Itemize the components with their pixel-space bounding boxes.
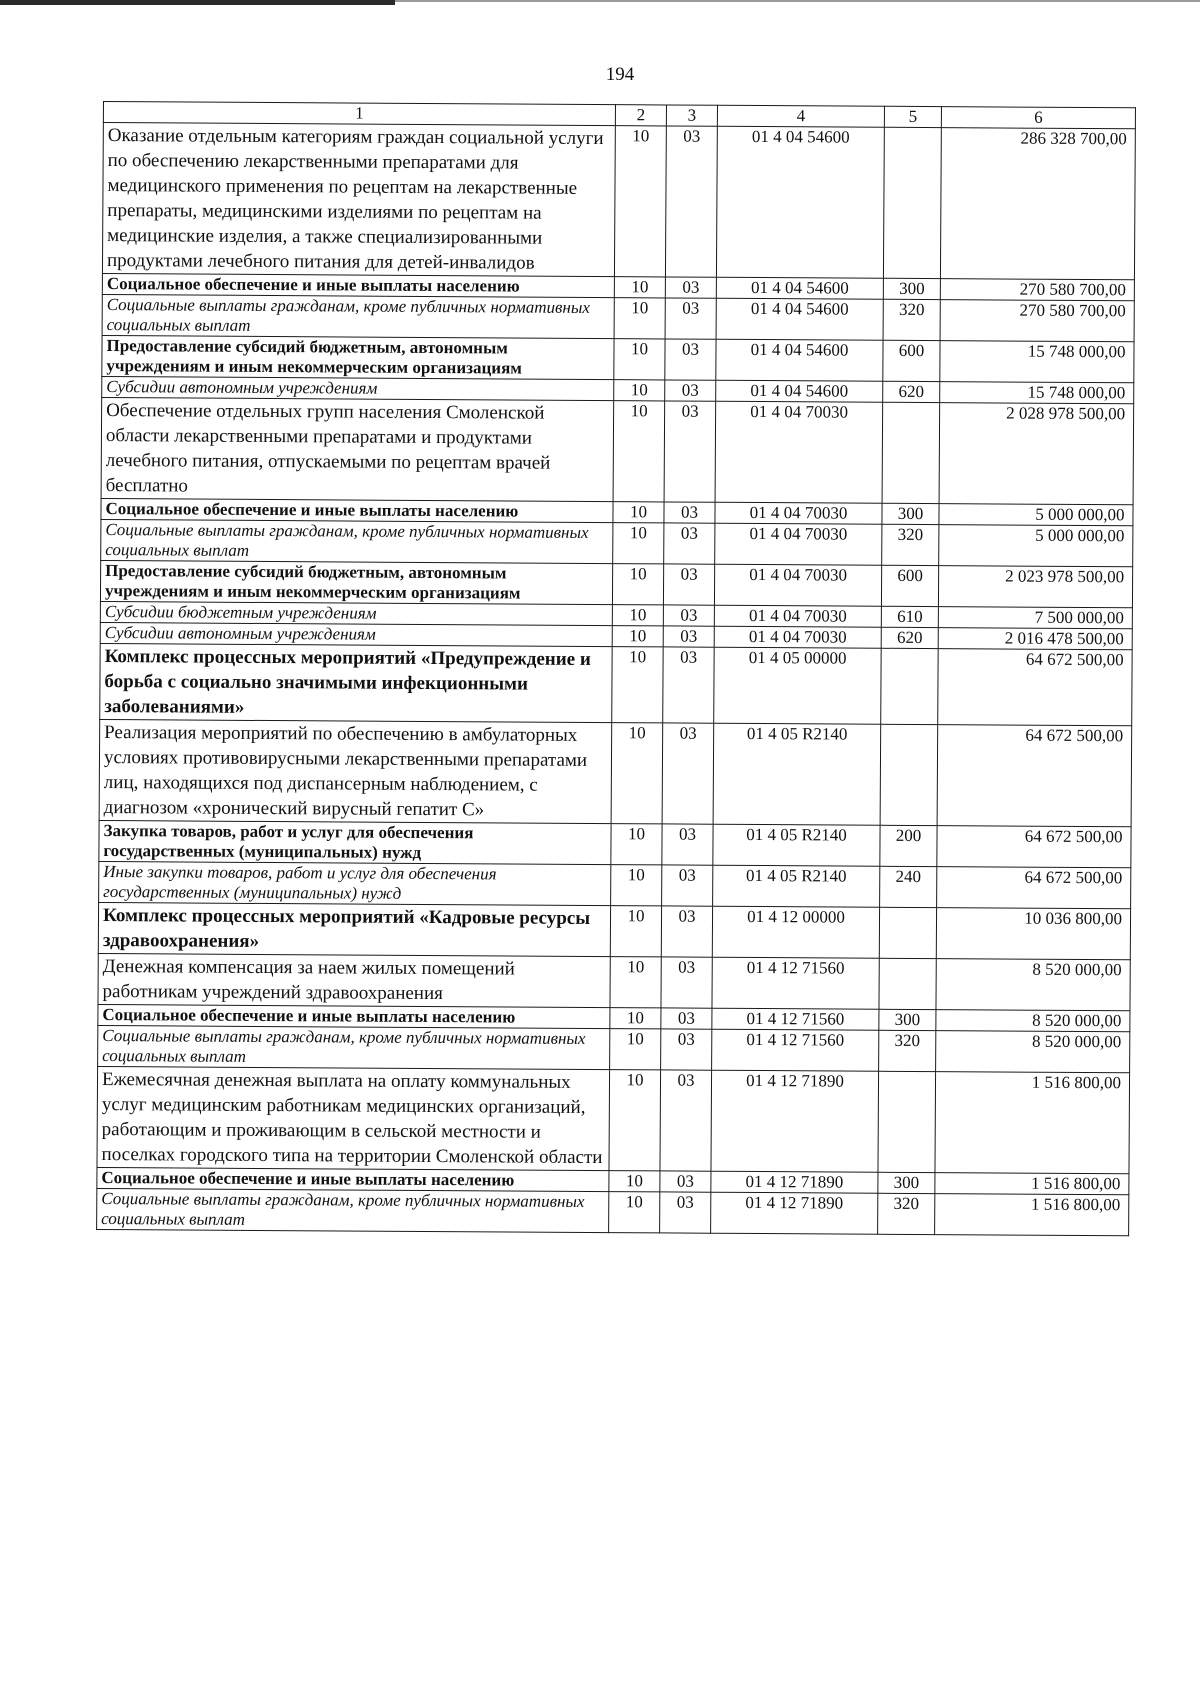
row-amount: 8 520 000,00 bbox=[936, 959, 1130, 1011]
row-amount: 1 516 800,00 bbox=[935, 1194, 1129, 1236]
row-subsection-code: 03 bbox=[661, 1029, 712, 1070]
table-row bbox=[98, 953, 1130, 1010]
column-header: 2 bbox=[615, 105, 666, 126]
row-expense-type-code: 320 bbox=[878, 1193, 935, 1234]
row-subsection-code: 03 bbox=[662, 824, 713, 865]
table-row bbox=[101, 397, 1134, 504]
row-section-code: 10 bbox=[614, 339, 665, 380]
row-target-article-code: 01 4 12 71890 bbox=[711, 1070, 879, 1172]
row-expense-type-code: 300 bbox=[879, 1009, 936, 1030]
row-amount: 7 500 000,00 bbox=[938, 607, 1132, 629]
row-amount: 64 672 500,00 bbox=[937, 867, 1131, 909]
table-row bbox=[99, 719, 1132, 826]
row-name: Социальные выплаты гражданам, кроме публичных нормативных социальных выплат bbox=[102, 294, 614, 338]
budget-table bbox=[96, 101, 1136, 1236]
row-target-article-code: 01 4 12 00000 bbox=[712, 906, 879, 958]
row-section-code: 10 bbox=[610, 1008, 661, 1029]
row-section-code: 10 bbox=[612, 626, 663, 647]
row-subsection-code: 03 bbox=[665, 298, 716, 339]
row-section-code: 10 bbox=[613, 502, 664, 523]
row-name: Социальное обеспечение и иные выплаты населению bbox=[101, 498, 613, 522]
row-subsection-code: 03 bbox=[665, 339, 716, 380]
table-row bbox=[97, 1066, 1130, 1173]
row-amount: 10 036 800,00 bbox=[936, 908, 1130, 960]
row-subsection-code: 03 bbox=[664, 523, 715, 564]
table-row bbox=[98, 1025, 1130, 1072]
row-amount: 270 580 700,00 bbox=[940, 300, 1134, 342]
row-expense-type-code bbox=[883, 127, 941, 278]
row-expense-type-code: 320 bbox=[879, 1030, 936, 1071]
row-subsection-code: 03 bbox=[662, 723, 714, 824]
row-expense-type-code: 620 bbox=[881, 627, 938, 648]
row-amount: 64 672 500,00 bbox=[937, 725, 1132, 827]
row-name: Комплекс процессных мероприятий «Предупреждение и борьба с социально значимыми инфекционными заболеваниями» bbox=[100, 643, 612, 722]
row-subsection-code: 03 bbox=[663, 564, 714, 605]
row-name: Денежная компенсация за наем жилых помещений работникам учреждений здравоохранения bbox=[98, 953, 610, 1007]
row-subsection-code: 03 bbox=[660, 1192, 711, 1233]
row-expense-type-code bbox=[881, 648, 938, 724]
row-expense-type-code bbox=[882, 402, 940, 503]
row-amount: 5 000 000,00 bbox=[939, 504, 1133, 526]
row-expense-type-code: 320 bbox=[883, 299, 940, 340]
row-amount: 286 328 700,00 bbox=[940, 128, 1135, 280]
row-target-article-code: 01 4 04 70030 bbox=[715, 401, 883, 503]
row-name: Социальные выплаты гражданам, кроме публичных нормативных социальных выплат bbox=[101, 519, 613, 563]
row-target-article-code: 01 4 12 71890 bbox=[711, 1192, 878, 1234]
row-name: Ежемесячная денежная выплата на оплату коммунальных услуг медицинским работникам медицинских организаций, работающим и проживающим в сельской местности и поселках городского типа на территории Смоленской области bbox=[97, 1066, 610, 1170]
row-target-article-code: 01 4 04 54600 bbox=[716, 380, 883, 402]
row-target-article-code: 01 4 12 71560 bbox=[712, 1029, 879, 1071]
row-expense-type-code bbox=[880, 724, 938, 825]
table-row bbox=[101, 519, 1133, 566]
row-amount: 2 016 478 500,00 bbox=[938, 628, 1132, 650]
row-amount: 1 516 800,00 bbox=[935, 1173, 1129, 1195]
row-section-code: 10 bbox=[612, 605, 663, 626]
row-amount: 15 748 000,00 bbox=[940, 341, 1134, 383]
row-name: Социальное обеспечение и иные выплаты населению bbox=[97, 1167, 609, 1191]
row-subsection-code: 03 bbox=[664, 502, 715, 523]
table-row bbox=[102, 335, 1134, 382]
row-section-code: 10 bbox=[614, 380, 665, 401]
row-expense-type-code: 200 bbox=[880, 825, 937, 866]
row-section-code: 10 bbox=[612, 647, 663, 723]
row-name: Субсидии автономным учреждениям bbox=[100, 622, 612, 646]
table-row bbox=[100, 560, 1132, 607]
column-header: 1 bbox=[103, 102, 615, 126]
page-number: 194 bbox=[605, 64, 635, 85]
row-subsection-code: 03 bbox=[665, 380, 716, 401]
row-subsection-code: 03 bbox=[660, 1171, 711, 1192]
row-section-code: 10 bbox=[610, 1029, 661, 1070]
row-section-code: 10 bbox=[614, 298, 665, 339]
row-target-article-code: 01 4 12 71560 bbox=[712, 1008, 879, 1030]
row-section-code: 10 bbox=[614, 126, 666, 277]
row-target-article-code: 01 4 04 54600 bbox=[716, 277, 883, 299]
row-target-article-code: 01 4 04 70030 bbox=[714, 605, 881, 627]
row-target-article-code: 01 4 04 70030 bbox=[715, 502, 882, 524]
row-amount: 1 516 800,00 bbox=[935, 1072, 1130, 1174]
row-section-code: 10 bbox=[614, 277, 665, 298]
row-subsection-code: 03 bbox=[661, 1008, 712, 1029]
row-name: Социальное обеспечение и иные выплаты населению bbox=[98, 1004, 610, 1028]
row-subsection-code: 03 bbox=[663, 626, 714, 647]
table-row bbox=[99, 861, 1131, 908]
row-expense-type-code: 600 bbox=[883, 340, 940, 381]
row-subsection-code: 03 bbox=[662, 865, 713, 906]
row-expense-type-code: 240 bbox=[880, 866, 937, 907]
row-amount: 8 520 000,00 bbox=[936, 1031, 1130, 1073]
row-name: Социальные выплаты гражданам, кроме публичных нормативных социальных выплат bbox=[97, 1188, 609, 1232]
row-name: Закупка товаров, работ и услуг для обеспечения государственных (муниципальных) нужд bbox=[99, 820, 611, 864]
row-name: Предоставление субсидий бюджетным, автономным учреждениям и иным некоммерческим организациям bbox=[100, 560, 612, 604]
row-expense-type-code bbox=[878, 1071, 936, 1172]
row-target-article-code: 01 4 04 70030 bbox=[714, 626, 881, 648]
row-target-article-code: 01 4 05 R2140 bbox=[713, 824, 880, 866]
table-row bbox=[97, 1188, 1129, 1235]
row-expense-type-code: 300 bbox=[883, 278, 940, 299]
row-target-article-code: 01 4 12 71560 bbox=[712, 957, 879, 1009]
row-amount: 2 028 978 500,00 bbox=[939, 403, 1134, 505]
row-target-article-code: 01 4 04 70030 bbox=[715, 523, 882, 565]
row-amount: 5 000 000,00 bbox=[939, 525, 1133, 567]
table-row bbox=[102, 294, 1134, 341]
column-header: 5 bbox=[884, 106, 941, 127]
row-subsection-code: 03 bbox=[661, 906, 712, 957]
row-section-code: 10 bbox=[610, 906, 661, 957]
row-amount: 64 672 500,00 bbox=[937, 826, 1131, 868]
row-name: Комплекс процессных мероприятий «Кадровые ресурсы здравоохранения» bbox=[98, 902, 610, 956]
row-expense-type-code: 300 bbox=[882, 503, 939, 524]
column-header: 4 bbox=[717, 105, 884, 127]
row-target-article-code: 01 4 04 54600 bbox=[716, 126, 884, 278]
row-expense-type-code bbox=[879, 958, 936, 1009]
row-name: Оказание отдельным категориям граждан социальной услуги по обеспечению лекарственными препаратами для медицинского применения по рецептам на лекарственные препараты, медицинскими изделиями по рецептам на медицинские изделия, а также специализированными продуктами лечебного питания для детей-инвалидов bbox=[102, 123, 615, 277]
row-target-article-code: 01 4 12 71890 bbox=[711, 1171, 878, 1193]
row-target-article-code: 01 4 04 54600 bbox=[716, 339, 883, 381]
row-section-code: 10 bbox=[611, 723, 663, 824]
table-row bbox=[98, 902, 1130, 959]
row-target-article-code: 01 4 05 R2140 bbox=[713, 723, 881, 825]
row-amount: 2 023 978 500,00 bbox=[938, 566, 1132, 608]
row-expense-type-code: 300 bbox=[878, 1172, 935, 1193]
row-name: Обеспечение отдельных групп населения Смоленской области лекарственными препаратами и продуктами лечебного питания, отпускаемыми по рецептам врачей бесплатно bbox=[101, 397, 614, 501]
row-section-code: 10 bbox=[613, 523, 664, 564]
row-expense-type-code: 600 bbox=[881, 565, 938, 606]
row-target-article-code: 01 4 05 R2140 bbox=[713, 865, 880, 907]
row-expense-type-code: 610 bbox=[881, 606, 938, 627]
row-section-code: 10 bbox=[612, 564, 663, 605]
row-name: Субсидии автономным учреждениям bbox=[102, 376, 614, 400]
row-name: Социальные выплаты гражданам, кроме публичных нормативных социальных выплат bbox=[98, 1025, 610, 1069]
row-amount: 15 748 000,00 bbox=[940, 382, 1134, 404]
table-row bbox=[100, 643, 1132, 725]
row-name: Субсидии бюджетным учреждениям bbox=[100, 601, 612, 625]
row-section-code: 10 bbox=[613, 401, 665, 502]
row-subsection-code: 03 bbox=[664, 401, 716, 502]
row-section-code: 10 bbox=[609, 1070, 661, 1171]
row-subsection-code: 03 bbox=[663, 605, 714, 626]
row-amount: 8 520 000,00 bbox=[936, 1010, 1130, 1032]
row-name: Предоставление субсидий бюджетным, автономным учреждениям и иным некоммерческим организациям bbox=[102, 335, 614, 379]
row-expense-type-code bbox=[879, 907, 936, 958]
row-amount: 64 672 500,00 bbox=[938, 649, 1132, 726]
column-header: 3 bbox=[666, 105, 717, 126]
row-subsection-code: 03 bbox=[663, 647, 714, 723]
scan-edge-mark bbox=[0, 0, 395, 5]
row-target-article-code: 01 4 04 70030 bbox=[714, 564, 881, 606]
row-name: Иные закупки товаров, работ и услуг для обеспечения государственных (муниципальных) нужд bbox=[99, 861, 611, 905]
row-subsection-code: 03 bbox=[660, 1070, 712, 1171]
row-subsection-code: 03 bbox=[665, 277, 716, 298]
row-section-code: 10 bbox=[609, 1192, 660, 1233]
row-amount: 270 580 700,00 bbox=[940, 279, 1134, 301]
row-target-article-code: 01 4 05 00000 bbox=[714, 647, 881, 724]
row-section-code: 10 bbox=[611, 865, 662, 906]
table-row bbox=[99, 820, 1131, 867]
row-target-article-code: 01 4 04 54600 bbox=[716, 298, 883, 340]
row-name: Социальное обеспечение и иные выплаты населению bbox=[102, 273, 614, 297]
row-expense-type-code: 320 bbox=[882, 524, 939, 565]
row-subsection-code: 03 bbox=[665, 126, 717, 277]
row-expense-type-code: 620 bbox=[883, 381, 940, 402]
row-section-code: 10 bbox=[610, 957, 661, 1008]
column-header: 6 bbox=[941, 107, 1135, 129]
table-row bbox=[102, 123, 1135, 280]
row-section-code: 10 bbox=[609, 1171, 660, 1192]
row-section-code: 10 bbox=[611, 824, 662, 865]
row-subsection-code: 03 bbox=[661, 957, 712, 1008]
row-name: Реализация мероприятий по обеспечению в амбулаторных условиях противовирусными лекарственными препаратами лиц, находящихся под диспансерным наблюдением, с диагнозом «хронический вирусный гепатит С» bbox=[99, 719, 612, 823]
